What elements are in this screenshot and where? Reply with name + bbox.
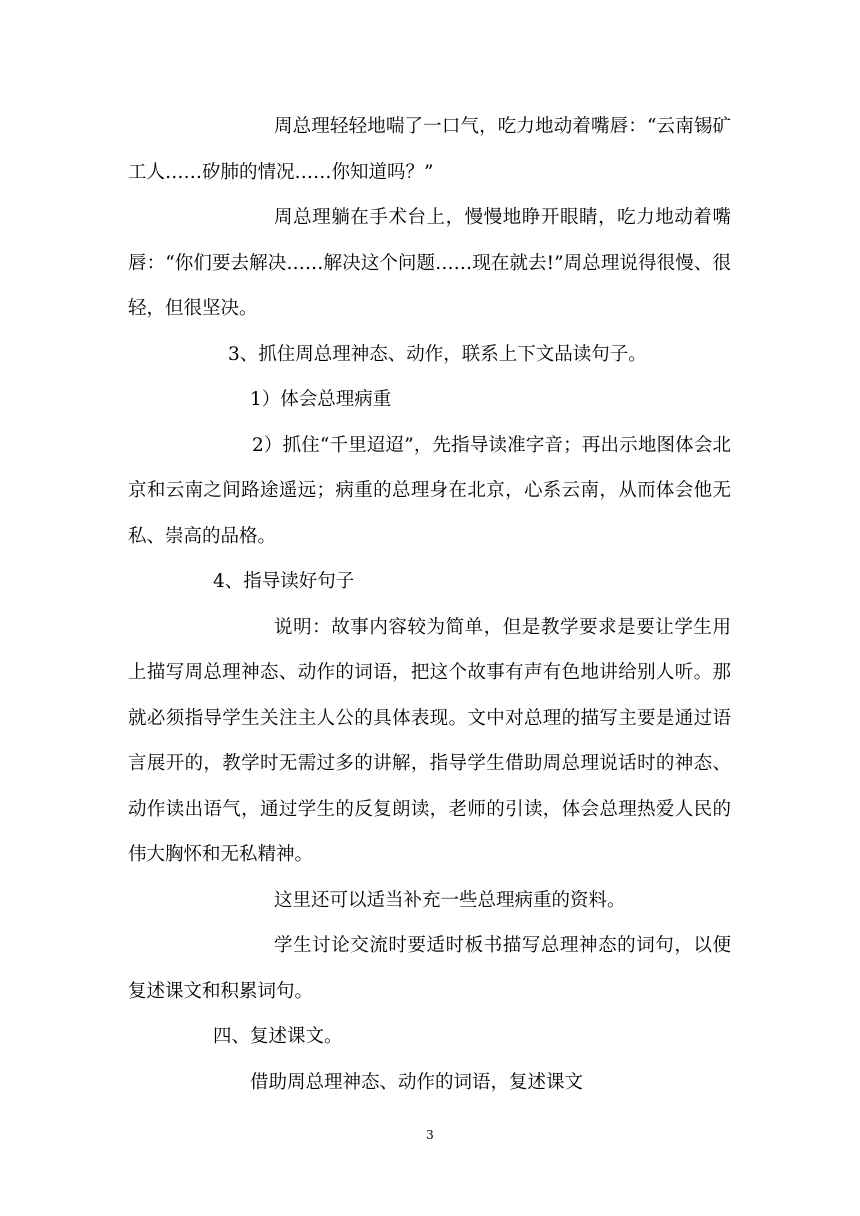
- paragraph-discussion: 学生讨论交流时要适时板书描写总理神态的词句，以便复述课文和积累词句。: [128, 935, 731, 1002]
- paragraph-explanation: 说明：故事内容较为简单，但是教学要求是要让学生用上描写周总理神态、动作的词语，把这个故事有声有色地讲给别人听。那就必须指导学生关注主人公的具体表现。文中对总理的描写主要是通过语言展开的，教学时无需过多的讲解，指导学生借助周总理说话时的神态、动作读出语气，通过学生的反复朗读，老师的引读，体会总理热爱人民的伟大胸怀和无私精神。: [128, 616, 731, 865]
- paragraph-quote-2: 周总理躺在手术台上，慢慢地睁开眼睛，吃力地动着嘴唇：“你们要去解决……解决这个问题……现在就去!”周总理说得很慢、很轻，但很坚决。: [128, 207, 731, 319]
- section-heading-retell: 四、复述课文。: [213, 1026, 343, 1047]
- paragraph-retell: 借助周总理神态、动作的词语，复述课文: [250, 1071, 584, 1093]
- paragraph-sub-2: 2）抓住“千里迢迢”，先指导读准字音；再出示地图体会北京和云南之间路途遥远；病重的总理身在北京，心系云南，从而体会他无私、崇高的品格。: [128, 434, 731, 547]
- paragraph-sub-1: 1）体会总理病重: [250, 389, 392, 410]
- paragraph-step-3: 3、抓住周总理神态、动作，联系上下文品读句子。: [228, 343, 647, 365]
- paragraph-quote-1: 周总理轻轻地喘了一口气，吃力地动着嘴唇：“云南锡矿工人……矽肺的情况……你知道吗？”: [128, 116, 731, 183]
- document-body: [128, 104, 731, 1105]
- paragraph-step-4: 4、指导读好句子: [213, 571, 355, 592]
- page-number: 3: [426, 1128, 434, 1142]
- paragraph-supplement: 这里还可以适当补充一些总理病重的资料。: [274, 889, 626, 911]
